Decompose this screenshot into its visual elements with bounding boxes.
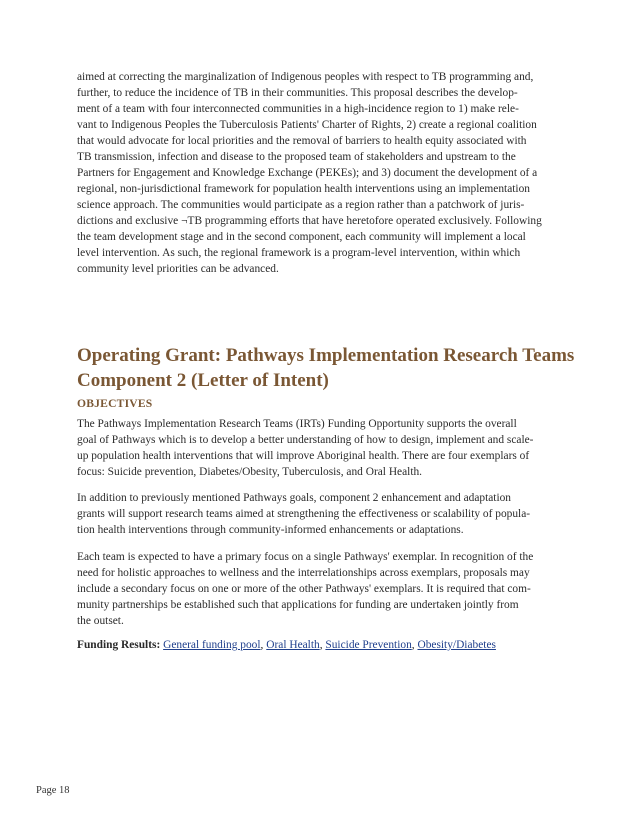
objectives-heading: OBJECTIVES [77,397,153,410]
link-obesity-diabetes[interactable]: Obesity/Diabetes [417,639,496,651]
text-line: munity partnerships be established such that applications for funding are undertaken jointly from [77,599,519,611]
text-line: include a secondary focus on one or more of the other Pathways' exemplars. It is required that com- [77,583,531,595]
objectives-paragraph-2 [77,490,567,538]
page-number: Page 18 [36,785,70,796]
separator: , [319,639,326,651]
text-line: goal of Pathways which is to develop a better understanding of how to design, implement and scale- [77,434,534,446]
separator: , [411,639,418,651]
text-line: up population health interventions that will improve Aboriginal health. There are four exemplars of [77,450,530,462]
text-line: regional, non-jurisdictional framework for population health interventions using an implementation [77,183,530,195]
text-line: that would advocate for local priorities and the removal of barriers to health equity associated with [77,135,527,147]
text-line: ment of a team with four interconnected communities in a high-incidence region to 1) make rele- [77,103,519,115]
text-line: dictions and exclusive ¬TB programming efforts that have heretofore operated exclusively. Following [77,215,542,227]
text-line: vant to Indigenous Peoples the Tuberculosis Patients' Charter of Rights, 2) create a regional coalition [77,119,537,131]
section-title-line: Component 2 (Letter of Intent) [77,370,329,391]
text-line: community level priorities can be advanced. [77,263,279,275]
text-line: In addition to previously mentioned Pathways goals, component 2 enhancement and adaptation [77,492,512,504]
text-line: Partners for Engagement and Knowledge Exchange (PEKEs); and 3) document the development of a [77,167,538,179]
text-line: science approach. The communities would participate as a region rather than a patchwork of juris- [77,199,525,211]
text-line: Each team is expected to have a primary focus on a single Pathways' exemplar. In recognition of the [77,551,534,563]
link-general-funding-pool[interactable]: General funding pool [163,639,261,651]
section-title [77,343,575,393]
funding-results [77,637,567,653]
link-suicide-prevention[interactable]: Suicide Prevention [325,639,412,651]
objectives-paragraph-1 [77,416,567,480]
text-line: tion health interventions through community-informed enhancements or adaptations. [77,524,464,536]
text-line: grants will support research teams aimed at strengthening the effectiveness or scalability of popula- [77,508,531,520]
text-line: The Pathways Implementation Research Teams (IRTs) Funding Opportunity supports the overall [77,418,517,430]
section-title-line: Operating Grant: Pathways Implementation Research Teams [77,345,575,366]
text-line: TB transmission, infection and disease to the proposed team of stakeholders and upstream to the [77,151,516,163]
separator: , [260,639,267,651]
intro-paragraph [77,69,567,277]
text-line: need for holistic approaches to wellness and the interrelationships across exemplars, proposals may [77,567,530,579]
text-line: the outset. [77,615,124,627]
text-line: focus: Suicide prevention, Diabetes/Obesity, Tuberculosis, and Oral Health. [77,466,423,478]
text-line: the team development stage and in the second component, each community will implement a local [77,231,526,243]
funding-results-label: Funding Results: [77,639,161,651]
objectives-paragraph-3 [77,549,567,629]
text-line: further, to reduce the incidence of TB in their communities. This proposal describes the develop- [77,87,518,99]
link-oral-health[interactable]: Oral Health [266,639,320,651]
text-line: aimed at correcting the marginalization of Indigenous peoples with respect to TB programming and, [77,71,534,83]
text-line: level intervention. As such, the regional framework is a program-level intervention, within which [77,247,521,259]
